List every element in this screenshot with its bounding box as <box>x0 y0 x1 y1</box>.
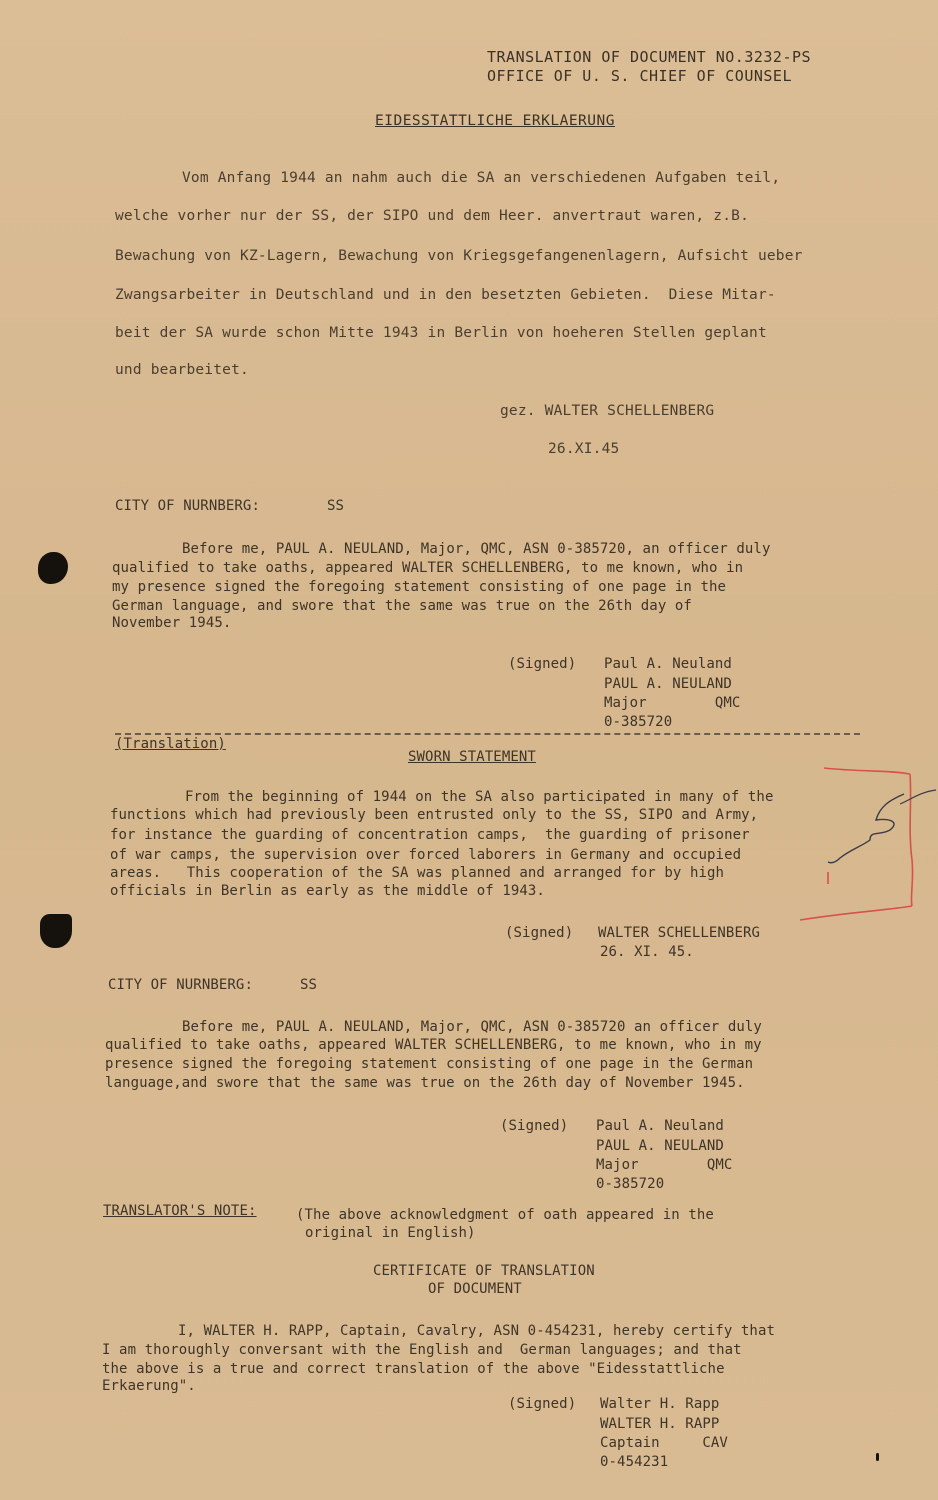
oath1-ss: SS <box>327 498 345 514</box>
certificate-title-1: CERTIFICATE OF TRANSLATION <box>373 1263 595 1279</box>
translation-label: (Translation) <box>115 736 226 752</box>
german-title: EIDESSTATTLICHE ERKLAERUNG <box>375 113 615 129</box>
translation-line-1: From the beginning of 1944 on the SA also participated in many of the <box>185 789 774 805</box>
oath2-venue: CITY OF NURNBERG: <box>108 977 253 993</box>
certificate-line-2: I am thoroughly conversant with the English and German languages; and that <box>102 1342 742 1358</box>
oath1-sig-line-1: Paul A. Neuland <box>604 656 732 672</box>
oath2-ss: SS <box>300 977 318 993</box>
certificate-sig-line-2: WALTER H. RAPP <box>600 1416 720 1432</box>
translation-title: SWORN STATEMENT <box>408 749 536 765</box>
oath1-line-5: November 1945. <box>112 615 232 631</box>
oath1-sig-line-3: Major QMC <box>604 695 741 711</box>
translation-sig-name: WALTER SCHELLENBERG <box>598 925 761 941</box>
header-line-2: OFFICE OF U. S. CHIEF OF COUNSEL <box>487 67 792 85</box>
translation-line-4: of war camps, the supervision over forced laborers in Germany and occupied <box>110 847 742 863</box>
oath2-sig-line-4: 0-385720 <box>596 1176 665 1192</box>
punch-hole-bottom <box>40 914 72 948</box>
oath2-sig-line-2: PAUL A. NEULAND <box>596 1138 724 1154</box>
german-line-2: welche vorher nur der SS, der SIPO und dem Heer. anvertraut waren, z.B. <box>115 208 750 224</box>
oath2-line-1: Before me, PAUL A. NEULAND, Major, QMC, ASN 0-385720 an officer duly <box>182 1019 762 1035</box>
german-date: 26.XI.45 <box>548 441 620 457</box>
german-line-5: beit der SA wurde schon Mitte 1943 in Berlin von hoeheren Stellen geplant <box>115 325 767 341</box>
oath2-line-2: qualified to take oaths, appeared WALTER SCHELLENBERG, to me known, who in my <box>105 1037 762 1053</box>
german-line-4: Zwangsarbeiter in Deutschland und in den besetzten Gebieten. Diese Mitar- <box>115 287 776 303</box>
oath1-line-1: Before me, PAUL A. NEULAND, Major, QMC, ASN 0-385720, an officer duly <box>182 541 771 557</box>
translator-note-line-2: original in English) <box>305 1225 476 1241</box>
german-line-3: Bewachung von KZ-Lagern, Bewachung von Kriegsgefangenenlagern, Aufsicht ueber <box>115 248 803 264</box>
oath2-sig-line-1: Paul A. Neuland <box>596 1118 724 1134</box>
punch-hole-top <box>38 552 68 584</box>
certificate-sig-line-1: Walter H. Rapp <box>600 1396 720 1412</box>
red-pencil-annotation-mark <box>740 760 938 940</box>
translation-line-3: for instance the guarding of concentration camps, the guarding of prisoner <box>110 827 750 843</box>
translation-line-6: officials in Berlin as early as the middle of 1943. <box>110 883 545 899</box>
translation-line-5: areas. This cooperation of the SA was planned and arranged for by high <box>110 865 725 881</box>
section-divider <box>115 733 860 735</box>
certificate-title-2: OF DOCUMENT <box>428 1281 522 1297</box>
translation-sig-date: 26. XI. 45. <box>600 944 694 960</box>
ink-speck <box>876 1453 879 1461</box>
translation-line-2: functions which had previously been entrusted only to the SS, SIPO and Army, <box>110 807 759 823</box>
translator-note-line-1: (The above acknowledgment of oath appeared in the <box>296 1207 714 1223</box>
certificate-sig-line-3: Captain CAV <box>600 1435 728 1451</box>
certificate-signed-label: (Signed) <box>508 1396 577 1412</box>
oath1-line-3: my presence signed the foregoing statement consisting of one page in the <box>112 579 727 595</box>
german-line-6: und bearbeitet. <box>115 362 249 378</box>
german-signature: gez. WALTER SCHELLENBERG <box>500 403 715 419</box>
oath2-signed-label: (Signed) <box>500 1118 569 1134</box>
certificate-sig-line-4: 0-454231 <box>600 1454 669 1470</box>
certificate-line-1: I, WALTER H. RAPP, Captain, Cavalry, ASN 0-454231, hereby certify that <box>178 1323 776 1339</box>
oath2-line-3: presence signed the foregoing statement consisting of one page in the German <box>105 1056 754 1072</box>
translation-signed-label: (Signed) <box>505 925 574 941</box>
certificate-line-4: Erkaerung". <box>102 1378 196 1394</box>
translator-note-label: TRANSLATOR'S NOTE: <box>103 1203 257 1219</box>
header-line-1: TRANSLATION OF DOCUMENT NO.3232-PS <box>487 48 812 66</box>
german-line-1: Vom Anfang 1944 an nahm auch die SA an verschiedenen Aufgaben teil, <box>182 170 781 186</box>
oath1-sig-line-2: PAUL A. NEULAND <box>604 676 732 692</box>
oath1-line-2: qualified to take oaths, appeared WALTER SCHELLENBERG, to me known, who in <box>112 560 744 576</box>
certificate-line-3: the above is a true and correct translation of the above "Eidesstattliche <box>102 1361 725 1377</box>
oath2-sig-line-3: Major QMC <box>596 1157 733 1173</box>
oath1-line-4: German language, and swore that the same was true on the 26th day of <box>112 598 692 614</box>
oath1-signed-label: (Signed) <box>508 656 577 672</box>
oath2-line-4: language,and swore that the same was true on the 26th day of November 1945. <box>105 1075 745 1091</box>
oath1-sig-line-4: 0-385720 <box>604 714 673 730</box>
oath1-venue: CITY OF NURNBERG: <box>115 498 260 514</box>
